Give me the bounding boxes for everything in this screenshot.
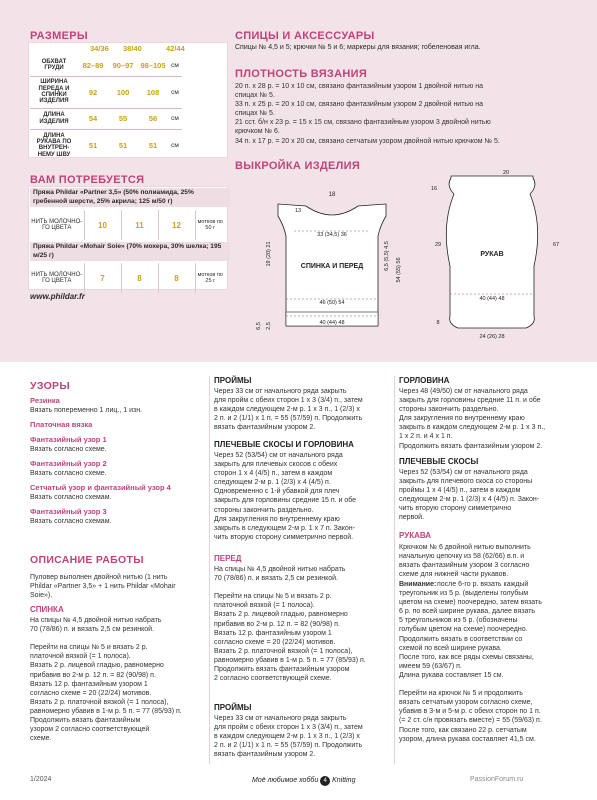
text-line: Перейти на спицы № 5 и вязать 2 р. — [214, 593, 332, 601]
text-line: 2 п. и 2 (1/1) х 1 п. = 55 (57/59) п. Продолжить — [214, 742, 363, 750]
sleeve-label: РУКАВ — [480, 251, 504, 258]
text-line: прибавив во 2-м р. 12 п. = 82 (90/98) п. — [30, 671, 156, 679]
text-line: голубым цветом на схеме) поочередно. — [399, 626, 528, 634]
spinka-text — [30, 616, 182, 743]
text-line: в каждом следующем 2-м р. 1 х 3 п., 1 (2/3) х — [214, 406, 360, 414]
gauge-title: ПЛОТНОСТЬ ВЯЗАНИЯ — [235, 68, 368, 80]
cell: 51 — [88, 140, 98, 150]
sizes-table — [30, 55, 182, 161]
text-line: чить вторую сторону симметрично первой. — [214, 533, 354, 541]
row-label: ДЛИНА РУКАВА ПО ВНУТРЕН- НЕМУ ШВУ — [36, 132, 72, 158]
size-head-3: 42/44 — [166, 44, 185, 53]
text-line: вязать фантазийным узором 2. — [214, 424, 316, 432]
site-link[interactable]: www.phildar.fr — [30, 292, 85, 301]
cell: 10 — [84, 210, 121, 240]
gorl-text — [399, 387, 545, 451]
row-label: ДЛИНА ИЗДЕЛИЯ — [30, 108, 78, 129]
text-line: Через 48 (49/50) см от начального ряда — [399, 388, 528, 395]
magazine-name — [252, 776, 355, 786]
text-line: платочной вязкой (= 1 полоса). — [214, 602, 315, 610]
text-line: Вязать 2 р. лицевой гладью, равномерно — [214, 611, 348, 619]
pattern-item-text: Вязать согласно схеме. — [30, 470, 107, 478]
plech3-title: ПЛЕЧЕВЫЕ СКОСЫ — [399, 457, 479, 466]
pattern-item-title: Фантазийный узор 3 — [30, 507, 107, 517]
text-line: вязать сетчатым узором согласно схеме, — [399, 699, 533, 707]
page-number: 4 — [320, 776, 330, 786]
row-label: ШИРИНА ПЕРЕДА И СПИНКИ ИЗДЕЛИЯ — [30, 76, 78, 108]
pattern-item-text: Вязать попеременно 1 лиц., 1 изн. — [30, 407, 142, 414]
body-dim-width: 46 (50) 54 — [319, 300, 345, 306]
text-line: (= 2 ст. с/н провязать вместе) = 55 (59/63) п. — [399, 717, 542, 725]
text-line: Продолжить вязать фантазийным узором — [214, 666, 350, 674]
text-line: стороны закончить раздельно. — [214, 506, 314, 514]
text-line: Soie»). — [30, 592, 53, 600]
plech3-text — [399, 468, 539, 523]
yarn2-title: Пряжа Phildar «Mohair Soie» (70% мохера, 30% шелка; 195 м/25 г) — [30, 242, 230, 261]
uzory-title: УЗОРЫ — [30, 380, 70, 392]
text-line: Перейти на спицы № 5 и вязать 2 р. — [30, 644, 148, 652]
text-line: вязать фантазийным узором 3 согласно — [399, 562, 530, 570]
cell: 51 — [118, 140, 128, 150]
text-line: Через 33 см от начального ряда закрыть — [214, 388, 347, 395]
text-line: Перейти на крючок № 5 и продолжить — [399, 690, 523, 698]
cell: 8 — [158, 263, 195, 293]
text-line: Одновременно с 1-й убавкой для плеч — [214, 488, 340, 496]
pattern-item-title: Платочная вязка — [30, 420, 93, 430]
text-line: закрыть в каждом следующем 2-м р. 1 х 3 п., — [399, 424, 546, 432]
text-line: 2 согласно соответствующей схеме. — [214, 675, 332, 683]
text-line: 6 р. по всей ширине рукава, далее вязать — [399, 608, 536, 616]
text-line: в каждом следующем 2-м р. 1 х 3 п., 1 (2/3) х — [214, 733, 360, 741]
plech-title: ПЛЕЧЕВЫЕ СКОСЫ И ГОРЛОВИНА — [214, 440, 354, 449]
text-line: На спицы № 4,5 двойной нитью набрать — [214, 566, 346, 573]
sleeve-dim-rib: 8 — [436, 320, 440, 326]
body-dim-inner: 6,5 (5,5) 4,5 — [384, 241, 390, 271]
text-line: Продолжить вязать фантазийным — [30, 717, 141, 725]
text-line — [399, 680, 542, 689]
body-dim-rib2: 6,5 — [256, 322, 262, 330]
spinka-title: СПИНКА — [30, 605, 64, 614]
text-line: платочной вязкой (= 1 полоса). — [30, 653, 131, 661]
body-dim-rib: 2,5 — [266, 322, 272, 330]
proymy-text — [214, 387, 363, 432]
text-line: стороны закончить раздельно. — [399, 406, 499, 414]
sleeve-dim-length: 67 — [552, 242, 560, 248]
magazine-subtitle: Knitting — [332, 777, 356, 784]
text-line: Через 52 (53/54) см от начального ряда — [214, 452, 343, 459]
proymy2-text — [214, 714, 363, 759]
cell: 54 — [78, 108, 108, 129]
body-dim-chest: 33 (34,5) 36 — [317, 232, 347, 238]
sleeve-dim-top: 20 — [502, 170, 510, 176]
sleeve-dim-cuff: 24 (26) 28 — [479, 334, 505, 340]
table-row — [30, 76, 182, 108]
cell: 56 — [138, 108, 168, 129]
text-line: согласно схеме = 20 (22/24) мотивов. — [214, 638, 336, 646]
yarn2-unit: мотков по 25 г — [197, 272, 223, 284]
text-line: согласно схеме = 20 (22/24) мотивов. — [30, 689, 152, 697]
text-line: Вязать 12 р. фантазийным узором 1 — [30, 680, 148, 688]
text-line: 70 (78/86) п. и вязать 2,5 см резинкой. — [214, 575, 339, 583]
cell: 98–105 — [138, 55, 168, 76]
text-line: закрыть для горловины средние 15 п. и обе — [214, 497, 357, 505]
rukava-title: РУКАВА — [399, 531, 432, 540]
text-line: имеем 59 (63/67) п. — [399, 662, 462, 670]
body-dim-length: 54 (55) 56 — [396, 257, 402, 283]
text-line: крючком № 6. — [235, 128, 280, 136]
text-line: 33 п. х 25 р. = 20 х 10 см, связано фантазийным узором 2 двойной нитью на — [235, 101, 484, 109]
text-line: Вязать 2 р. платочной вязкой (= 1 полоса), — [30, 698, 169, 706]
unit: см — [171, 141, 179, 149]
text-line: Вязать 12 р. фантазийным узором 1 — [214, 629, 332, 637]
cell: 92 — [78, 76, 108, 108]
row-label: ОБХВАТ ГРУДИ — [30, 55, 78, 76]
text-line: закрыть для горловины средние 11 п. и обе — [399, 397, 541, 405]
cell: 11 — [121, 210, 158, 240]
text-line: закрыть в следующем 2-м р. 1 х 7 п. Закон- — [214, 524, 355, 532]
text-line: равномерно убавив в 1-м р. 5 п. = 77 (85/93) п. — [214, 656, 366, 664]
cell: 82–89 — [78, 55, 108, 76]
yarn2-label: НИТЬ МОЛОЧНО-ГО ЦВЕТА — [30, 263, 84, 293]
pattern-item-title: Резинка — [30, 396, 60, 405]
pattern-item-title: Фантазийный узор 2 — [30, 459, 107, 469]
body-label: СПИНКА И ПЕРЕД — [300, 263, 364, 270]
sizes-title: РАЗМЕРЫ — [30, 30, 88, 42]
text-line: следующем 2-м р. 1 (2/3) х 4 (4/5) п. Закон- — [399, 496, 540, 504]
need-title: ВАМ ПОТРЕБУЕТСЯ — [30, 174, 145, 186]
magazine-title: Моё любимое хобби — [252, 777, 319, 784]
proymy2-title: ПРОЙМЫ — [214, 703, 252, 712]
text-line: вязать фантазийным узором 2. — [214, 751, 316, 759]
pattern-item-title: Фантазийный узор 1 — [30, 435, 107, 445]
table-row — [30, 263, 225, 293]
uzory-list — [30, 396, 171, 526]
yarn-box — [30, 188, 230, 293]
text-line: схемой по всей ширине рукава. — [399, 644, 502, 652]
tools-text: Спицы № 4,5 и 5; крючки № 5 и 6; маркеры для вязания; гобеленовая игла. — [235, 44, 481, 51]
text-line: убавив в 3-м и 5-м р. с обеих сторон по 1 п. — [399, 708, 541, 716]
plech-text — [214, 451, 356, 542]
text-line — [30, 634, 182, 643]
text-line: 70 (78/86) п. и вязать 2,5 см резинкой. — [30, 626, 155, 634]
pattern-schematic — [238, 170, 588, 356]
text-line: после 6-го р. вязать каждый — [437, 581, 529, 588]
unit: см — [168, 108, 182, 129]
text-line: Через 52 (53/54) см от начального ряда — [399, 469, 528, 476]
tools-title: СПИЦЫ И АКСЕССУАРЫ — [235, 30, 375, 42]
column-divider — [209, 376, 210, 764]
pattern-item-title: Сетчатый узор и фантазийный узор 4 — [30, 483, 171, 493]
unit: см — [168, 55, 182, 76]
text-line: первой. — [399, 514, 424, 522]
yarn2-table — [30, 263, 225, 293]
text-line: 21 сст. б/н х 23 р. = 15 х 15 см, связано фантазийным узором 3 двойной нитью — [235, 119, 491, 127]
body-dim-neck: 13 — [294, 208, 302, 214]
desc-title: ОПИСАНИЕ РАБОТЫ — [30, 554, 144, 566]
table-row — [30, 210, 225, 240]
text-line: Для закругления по внутреннему краю — [399, 415, 525, 423]
body-dim-armhole: 19 (20) 21 — [266, 241, 272, 267]
text-line: 20 п. х 28 р. = 10 х 10 см, связано фантазийным узором 1 двойной нитью на — [235, 83, 484, 90]
yarn1-label: НИТЬ МОЛОЧНО-ГО ЦВЕТА — [30, 210, 84, 240]
text-line: закрыть для плечевых скосов с обеих — [214, 461, 338, 469]
text-line: прибавив во 2-м р. 12 п. = 82 (90/98) п. — [214, 620, 340, 628]
cell: 8 — [121, 263, 158, 293]
body-dim-hem: 40 (44) 48 — [319, 320, 345, 326]
column-divider — [394, 376, 395, 764]
yarn1-unit: мотков по 50 г — [197, 219, 223, 231]
text-line: проймы 1 х 4 (4/5) п., затем в каждом — [399, 487, 521, 495]
text-line: начальную цепочку из 58 (62/66) в.п. и — [399, 553, 525, 561]
pattern-item-text: Вязать согласно схеме. — [30, 446, 107, 454]
desc-text — [30, 573, 176, 600]
issue-number: 1/2024 — [30, 776, 52, 783]
text-line: чить вторую сторону симметрично — [399, 505, 512, 513]
cell: 12 — [158, 210, 195, 240]
attention-label: Внимание: — [399, 581, 437, 588]
text-line: Крючком № 6 двойной нитью выполнить — [399, 544, 531, 551]
text-line: спицах № 5. — [235, 110, 275, 118]
size-head-1: 34/36 — [90, 44, 109, 53]
cell: 100 — [108, 76, 138, 108]
text-line: 1 х 2 п. и 4 х 1 п. — [399, 433, 453, 441]
text-line: цветом на схеме) поочередно, затем вязать — [399, 599, 542, 607]
sleeve-dim-mid: 29 — [434, 242, 442, 248]
unit: см — [168, 76, 182, 108]
size-head-2: 38/40 — [123, 44, 142, 53]
text-line: узором 2 согласно соответствующей — [30, 726, 150, 734]
text-line: Вязать 2 р. платочной вязкой (= 1 полоса), — [214, 647, 353, 655]
attention-text — [399, 580, 542, 744]
text-line: схеме. — [30, 735, 52, 743]
text-line: Для закругления по внутреннему краю — [214, 515, 340, 523]
yarn1-title: Пряжа Phildar «Partner 3,5» (50% полиамида, 25% гребенной шерсти, 25% акрила; 125 м/50 г) — [30, 188, 230, 207]
yarn1-table — [30, 210, 225, 240]
text-line: Продолжить вязать в соответствии со — [399, 635, 523, 643]
cell: 55 — [108, 108, 138, 129]
text-line: треугольник из 5 р. (выделены голубым — [399, 590, 529, 598]
text-line: для пройм с обеих сторон 1 х 3 (3/4) п., затем — [214, 724, 363, 732]
gauge-block — [235, 82, 500, 146]
pattern-title: ВЫКРОЙКА ИЗДЕЛИЯ — [235, 160, 361, 172]
body-dim-top: 18 — [328, 192, 336, 198]
table-row — [30, 55, 182, 76]
text-line: Продолжить вязать фантазийным узором 2. — [399, 442, 543, 450]
text-line: равномерно убавив в 1-м р. 5 п. = 77 (85/93) п. — [30, 707, 182, 715]
sleeve-dim-cap: 16 — [430, 186, 438, 192]
text-line: для пройм с обеих сторон 1 х 3 (3/4) п., затем — [214, 397, 363, 405]
text-line: 2 п. и 2 (1/1) х 1 п. = 55 (57/59) п. Продолжить — [214, 415, 363, 423]
text-line: сторон 1 х 4 (4/5) п., затем в каждом — [214, 470, 333, 478]
cell: 90–97 — [108, 55, 138, 76]
text-line: После того, как связано 22 р. сетчатым — [399, 726, 527, 734]
pattern-item-text: Вязать согласно схемам. — [30, 494, 112, 502]
pered-title: ПЕРЕД — [214, 554, 242, 563]
text-line: 34 п. х 17 р. = 20 х 20 см, связано сетчатым узором двойной нитью крючком № 5. — [235, 137, 500, 145]
text-line: 5 треугольников из 5 р. (обозначены — [399, 617, 518, 625]
cell: 7 — [84, 263, 121, 293]
text-line: закрыть для плечевого скоса со стороны — [399, 478, 533, 486]
sleeve-dim-width: 40 (44) 48 — [479, 296, 505, 302]
table-row — [30, 108, 182, 129]
text-line — [214, 583, 366, 592]
pered-text — [214, 565, 366, 683]
text-line: Вязать 2 р. лицевой гладью, равномерно — [30, 662, 164, 670]
text-line: спицах № 5. — [235, 92, 275, 100]
cell: 51 — [148, 140, 158, 150]
text-line: На спицы № 4,5 двойной нитью набрать — [30, 617, 162, 624]
text-line: узором, длина рукава составляет 41,5 см. — [399, 735, 536, 743]
rukava-text — [399, 543, 531, 579]
text-line: схеме для нижней части рукавов. — [399, 571, 509, 579]
gorl-title: ГОРЛОВИНА — [399, 376, 450, 385]
pattern-item-text: Вязать согласно схемам. — [30, 518, 112, 526]
proymy-title: ПРОЙМЫ — [214, 376, 252, 385]
text-line: После того, как все ряды схемы связаны, — [399, 653, 534, 661]
text-line: Длина рукава составляет 15 см. — [399, 671, 504, 679]
text-line: Через 33 см от начального ряда закрыть — [214, 715, 347, 722]
watermark: PassionForum.ru — [470, 776, 524, 783]
text-line: следующем 2-м р. 1 (2/3) х 4 (4/5) п. — [214, 479, 331, 487]
cell: 108 — [138, 76, 168, 108]
table-row — [30, 129, 182, 161]
text-line: Пуловер выполнен двойной нитью (1 нить — [30, 574, 168, 581]
text-line: Phildar «Partner 3,5» + 1 нить Phildar «Mohair — [30, 583, 176, 591]
